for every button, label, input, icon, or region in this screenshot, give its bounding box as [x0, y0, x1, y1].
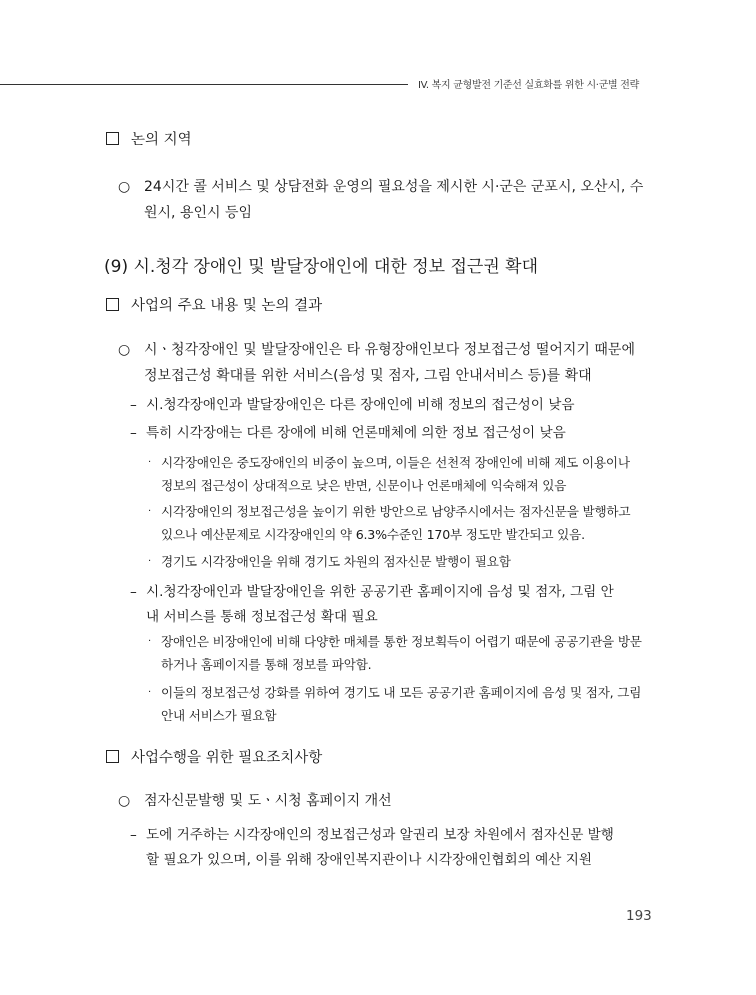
- checkbox-square-icon: [106, 298, 119, 311]
- dash-item-1: – 시.청각장애인과 발달장애인은 다른 장애인에 비해 정보의 접근성이 낮음: [146, 393, 666, 418]
- page-number: 193: [626, 908, 652, 924]
- running-header: IV. 복지 균형발전 기준선 실효화를 위한 시·군별 전략: [418, 80, 640, 91]
- middle-dot-bullet-icon: ·: [148, 636, 151, 647]
- circle-bullet-icon: ○: [118, 342, 131, 358]
- sub-item-3: · 경기도 시각장애인을 위해 경기도 차원의 점자신문 발행이 필요함: [161, 550, 661, 573]
- dash-bullet-icon: –: [130, 584, 137, 600]
- heading-main-content: 사업의 주요 내용 및 논의 결과: [106, 294, 322, 315]
- dash-bullet-icon: –: [130, 397, 137, 413]
- dash-item-4: – 도에 거주하는 시각장애인의 정보접근성과 알권리 보장 차원에서 점자신문 발행 할 필요가 있으며, 이를 위해 장애인복지관이나 시각장애인협회의 예산 지원: [146, 823, 666, 873]
- heading-discussion-region: 논의 지역: [106, 128, 192, 149]
- middle-dot-bullet-icon: ·: [148, 457, 151, 468]
- circle-bullet-icon: ○: [118, 793, 131, 809]
- middle-dot-bullet-icon: ·: [148, 687, 151, 698]
- bullet-circle-item-3: ○ 점자신문발행 및 도ㆍ시청 홈페이지 개선: [144, 788, 684, 814]
- sub-item-5: · 이들의 정보접근성 강화를 위하여 경기도 내 모든 공공기관 홈페이지에 음성 및 점자, 그림 안내 서비스가 필요함: [161, 681, 661, 727]
- checkbox-square-icon: [106, 132, 119, 145]
- heading-required-actions: 사업수행을 위한 필요조치사항: [106, 746, 322, 767]
- dash-bullet-icon: –: [130, 425, 137, 441]
- header-rule: [0, 84, 408, 85]
- middle-dot-bullet-icon: ·: [148, 556, 151, 567]
- dash-bullet-icon: –: [130, 827, 137, 843]
- bullet-circle-item-1: ○ 24시간 콜 서비스 및 상담전화 운영의 필요성을 제시한 시·군은 군포시, 오산시, 수 원시, 용인시 등임: [144, 174, 684, 226]
- middle-dot-bullet-icon: ·: [148, 506, 151, 517]
- bullet-circle-item-2: ○ 시ㆍ청각장애인 및 발달장애인은 타 유형장애인보다 정보접근성 떨어지기 때문에 정보접근성 확대를 위한 서비스(음성 및 점자, 그림 안내서비스 등)를 확대: [144, 337, 684, 389]
- circle-bullet-icon: ○: [118, 179, 131, 195]
- sub-item-2: · 시각장애인의 정보접근성을 높이기 위한 방안으로 남양주시에서는 점자신문을 발행하고 있으나 예산문제로 시각장애인의 약 6.3%수준인 170부 정도만 발간되고 있음.: [161, 500, 661, 546]
- section-title: (9) 시.청각 장애인 및 발달장애인에 대한 정보 접근권 확대: [104, 257, 538, 277]
- sub-item-4: · 장애인은 비장애인에 비해 다양한 매체를 통한 정보획득이 어렵기 때문에 공공기관을 방문 하거나 홈페이지를 통해 정보를 파악함.: [161, 630, 661, 676]
- dash-item-2: – 특히 시각장애는 다른 장애에 비해 언론매체에 의한 정보 접근성이 낮음: [146, 421, 666, 446]
- dash-item-3: – 시.청각장애인과 발달장애인을 위한 공공기관 홈페이지에 음성 및 점자, 그림 안 내 서비스를 통해 정보접근성 확대 필요: [146, 580, 666, 630]
- checkbox-square-icon: [106, 750, 119, 763]
- sub-item-1: · 시각장애인은 중도장애인의 비중이 높으며, 이들은 선천적 장애인에 비해 제도 이용이나 정보의 접근성이 상대적으로 낮은 반면, 신문이나 언론매체에 익숙해져 있음: [161, 451, 661, 497]
